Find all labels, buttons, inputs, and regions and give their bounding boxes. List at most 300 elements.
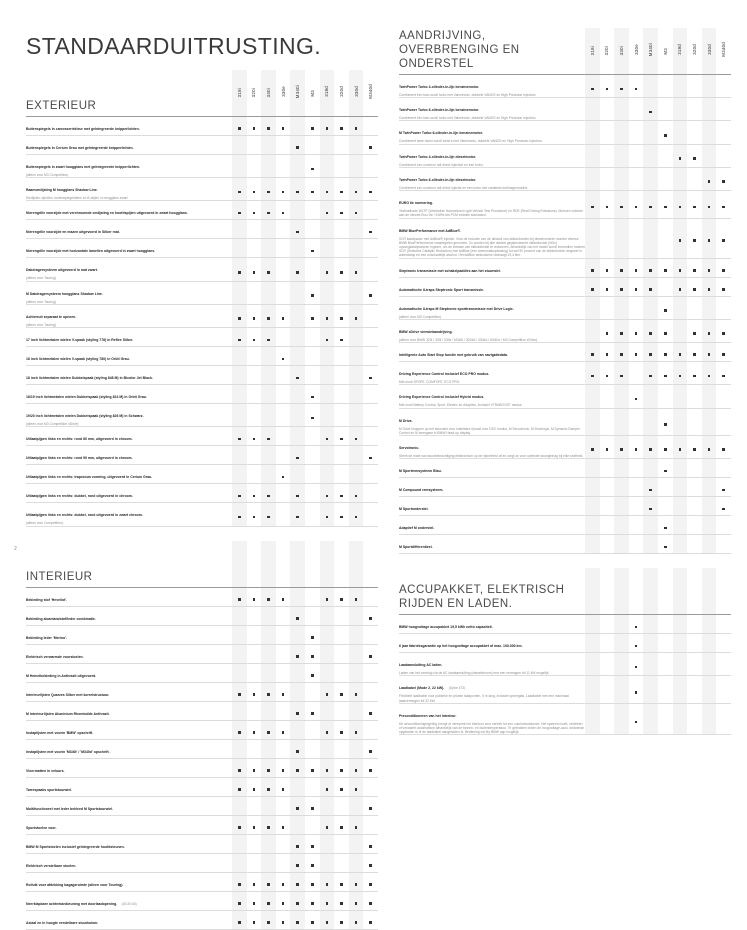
dot-marker	[340, 271, 343, 274]
dot-marker	[238, 769, 241, 772]
availability-dot-on	[261, 201, 276, 220]
dot-marker	[296, 191, 299, 194]
availability-dot-on	[585, 362, 600, 385]
availability-dot-on	[334, 758, 349, 777]
availability-dot-on	[232, 777, 247, 796]
dot-marker	[355, 845, 358, 848]
availability-dot-off	[276, 446, 291, 465]
table-row	[26, 777, 378, 796]
dot-marker	[635, 691, 638, 694]
dot-marker	[296, 883, 299, 886]
dot-marker	[649, 398, 652, 401]
dot-marker	[282, 807, 285, 810]
table-row	[26, 304, 378, 327]
dot-marker	[267, 826, 270, 829]
availability-dot-on	[349, 815, 364, 834]
availability-dot-off	[673, 98, 688, 121]
dot-marker	[693, 332, 696, 335]
availability-dot-on	[290, 644, 305, 663]
dot-marker	[355, 317, 358, 320]
feature-note: (40:20:40)	[121, 901, 137, 906]
availability-dot-off	[363, 720, 378, 739]
dot-marker	[620, 423, 623, 426]
feature-name: Instaplijsten met voorin 'M340i' / 'M340d' opschrift.	[26, 749, 110, 754]
dot-marker	[311, 788, 314, 791]
availability-dot-on	[290, 136, 305, 155]
table-row	[26, 720, 378, 739]
dot-marker	[311, 883, 314, 886]
dot-marker	[649, 721, 652, 724]
dot-marker	[664, 470, 667, 473]
availability-dot-off	[261, 796, 276, 815]
availability-dot-off	[643, 167, 658, 190]
dot-marker	[708, 626, 711, 629]
dot-marker	[679, 691, 682, 694]
dot-marker	[369, 191, 372, 194]
dot-marker	[311, 826, 314, 829]
dot-marker	[635, 423, 638, 426]
dot-marker	[664, 546, 667, 549]
availability-dot-off	[276, 834, 291, 853]
availability-dot-off	[600, 478, 615, 497]
availability-dot-off	[232, 644, 247, 663]
availability-dot-on	[614, 191, 629, 218]
availability-dot-on	[276, 304, 291, 327]
dot-marker	[722, 546, 725, 549]
dot-marker	[606, 375, 609, 378]
dot-marker	[282, 339, 285, 342]
feature-name: Bekleding stof 'Heveliot'.	[26, 597, 68, 602]
availability-dot-off	[290, 427, 305, 446]
feature-name: M Sportonderstel.	[399, 507, 429, 512]
availability-dot-on	[716, 343, 731, 362]
dot-marker	[326, 712, 329, 715]
availability-dot-on	[702, 319, 717, 342]
dot-marker	[664, 375, 667, 378]
table-row	[26, 427, 378, 446]
dot-marker	[708, 288, 711, 291]
table-row	[26, 201, 378, 220]
feature-name: Elektrisch verstelbare stoelen.	[26, 863, 77, 868]
availability-dot-on	[305, 304, 320, 327]
dot-marker	[326, 655, 329, 658]
availability-dot-off	[687, 634, 702, 653]
availability-dot-off	[687, 535, 702, 554]
dot-marker	[326, 516, 329, 519]
availability-dot-off	[261, 155, 276, 178]
dot-marker	[296, 902, 299, 905]
table-row	[26, 484, 378, 503]
dot-marker	[369, 294, 372, 297]
availability-dot-on	[349, 587, 364, 606]
dot-marker	[238, 358, 241, 361]
dot-marker	[620, 666, 623, 669]
availability-dot-on	[363, 834, 378, 853]
feature-cell	[26, 465, 232, 484]
dot-marker	[369, 417, 372, 420]
dot-marker	[238, 674, 241, 677]
dot-marker	[267, 864, 270, 867]
availability-dot-on	[600, 191, 615, 218]
dot-marker	[355, 231, 358, 234]
dot-marker	[369, 636, 372, 639]
availability-dot-on	[290, 484, 305, 503]
dot-marker	[282, 864, 285, 867]
dot-marker	[635, 157, 638, 160]
dot-marker	[311, 438, 314, 441]
availability-dot-on	[276, 682, 291, 701]
dot-marker	[369, 358, 372, 361]
dot-marker	[253, 864, 256, 867]
dot-marker	[591, 269, 594, 272]
model-column-header	[614, 568, 629, 615]
availability-dot-off	[687, 516, 702, 535]
model-column-header	[320, 541, 335, 588]
dot-marker	[311, 693, 314, 696]
dot-marker	[311, 495, 314, 498]
availability-dot-off	[276, 155, 291, 178]
availability-dot-on	[290, 220, 305, 239]
availability-dot-off	[643, 653, 658, 676]
availability-dot-off	[276, 663, 291, 682]
table-row	[399, 634, 731, 653]
availability-dot-off	[658, 634, 673, 653]
model-label: 320d	[339, 86, 345, 97]
dot-marker	[369, 339, 372, 342]
availability-dot-off	[363, 777, 378, 796]
dot-marker	[253, 358, 256, 361]
availability-dot-on	[247, 503, 262, 526]
dot-marker	[679, 353, 682, 356]
dot-marker	[340, 191, 343, 194]
dot-marker	[253, 693, 256, 696]
availability-dot-on	[247, 587, 262, 606]
availability-dot-off	[716, 516, 731, 535]
availability-dot-on	[320, 682, 335, 701]
dot-marker	[591, 721, 594, 724]
dot-marker	[340, 476, 343, 479]
availability-dot-off	[585, 459, 600, 478]
dot-marker	[253, 396, 256, 399]
availability-dot-on	[673, 362, 688, 385]
dot-marker	[282, 271, 285, 274]
dot-marker	[606, 309, 609, 312]
dot-marker	[340, 731, 343, 734]
feature-cell	[26, 117, 232, 136]
dot-marker	[311, 516, 314, 519]
dot-marker	[649, 269, 652, 272]
dot-marker	[591, 626, 594, 629]
availability-dot-on	[643, 319, 658, 342]
dot-marker	[326, 457, 329, 460]
dot-marker	[296, 769, 299, 772]
model-label: 318d	[324, 86, 330, 97]
availability-dot-on	[585, 343, 600, 362]
availability-dot-off	[585, 478, 600, 497]
dot-marker	[340, 127, 343, 130]
model-column-header	[247, 541, 262, 588]
feature-name: TwinPower Turbo 6-cilinder-in-lijn benzinemotor.	[399, 108, 480, 113]
availability-dot-on	[702, 435, 717, 458]
availability-dot-on	[363, 644, 378, 663]
availability-dot-off	[614, 478, 629, 497]
dot-marker	[238, 168, 241, 171]
dot-marker	[693, 206, 696, 209]
feature-description: Testmethode WLTP (Worldwide Harmonized Light Vehicle Test Procedure) en RDE (Real Driving Emissions). Motoren voldoen aan de nieuwe Euro 6e / EURe-bis PCM emissie standaard.	[399, 209, 583, 218]
availability-dot-off	[629, 459, 644, 478]
availability-dot-off	[687, 408, 702, 435]
availability-dot-off	[247, 834, 262, 853]
dot-marker	[282, 921, 285, 924]
dot-marker	[238, 864, 241, 867]
availability-dot-on	[702, 167, 717, 190]
dot-marker	[620, 375, 623, 378]
dot-marker	[282, 377, 285, 380]
dot-marker	[591, 398, 594, 401]
dot-marker	[664, 489, 667, 492]
feature-cell	[26, 834, 232, 853]
availability-dot-on	[363, 758, 378, 777]
dot-marker	[649, 448, 652, 451]
availability-dot-on	[247, 777, 262, 796]
dot-marker	[664, 288, 667, 291]
dot-marker	[591, 353, 594, 356]
availability-dot-on	[320, 178, 335, 201]
dot-marker	[693, 508, 696, 511]
availability-dot-off	[629, 98, 644, 121]
feature-description: M Drive knoppen op het stuurwiel voor instelbare rijmodi voor DSC modus, M Servotronic, M Drivelogic, M Dynamic Damper Control en M weergave in BMW Head-up display.	[399, 426, 580, 435]
availability-dot-off	[261, 606, 276, 625]
dot-marker	[369, 693, 372, 696]
dot-marker	[311, 212, 314, 215]
dot-marker	[311, 636, 314, 639]
dot-marker	[253, 317, 256, 320]
dot-marker	[238, 339, 241, 342]
availability-dot-on	[658, 362, 673, 385]
availability-dot-off	[290, 815, 305, 834]
feature-cell	[399, 121, 585, 144]
availability-dot-on	[614, 435, 629, 458]
availability-dot-on	[290, 758, 305, 777]
dot-marker	[238, 902, 241, 905]
feature-cell	[399, 634, 585, 653]
dot-marker	[679, 134, 682, 137]
availability-dot-off	[716, 144, 731, 167]
availability-dot-on	[349, 891, 364, 910]
dot-marker	[267, 127, 270, 130]
dot-marker	[296, 317, 299, 320]
availability-dot-off	[334, 366, 349, 385]
dot-marker	[722, 88, 725, 91]
dot-marker	[591, 206, 594, 209]
model-column-header	[673, 28, 688, 75]
availability-dot-off	[247, 281, 262, 304]
availability-dot-off	[629, 167, 644, 190]
dot-marker	[369, 750, 372, 753]
dot-marker	[238, 845, 241, 848]
table-row	[26, 853, 378, 872]
availability-dot-off	[305, 347, 320, 366]
dot-marker	[722, 332, 725, 335]
availability-dot-off	[673, 167, 688, 190]
availability-dot-off	[305, 587, 320, 606]
availability-dot-on	[334, 117, 349, 136]
availability-dot-off	[673, 319, 688, 342]
availability-dot-off	[305, 465, 320, 484]
feature-name: 18/19 inch lichtmetalen wielen Dubbelspaak (styling 824 M) in Orbit Grau.	[26, 395, 147, 400]
dot-marker	[693, 134, 696, 137]
availability-dot-on	[716, 191, 731, 218]
availability-dot-off	[349, 606, 364, 625]
availability-dot-off	[673, 478, 688, 497]
dot-marker	[340, 168, 343, 171]
availability-dot-off	[643, 535, 658, 554]
feature-name: M Hemelbekleding in Anthrazit uitgevoerd.	[26, 673, 97, 678]
availability-dot-off	[658, 75, 673, 98]
availability-dot-off	[276, 701, 291, 720]
availability-dot-off	[261, 366, 276, 385]
dot-marker	[340, 212, 343, 215]
dot-marker	[693, 111, 696, 114]
availability-dot-off	[600, 385, 615, 408]
dot-marker	[369, 168, 372, 171]
feature-cell	[26, 853, 232, 872]
availability-dot-off	[334, 239, 349, 258]
dot-marker	[238, 883, 241, 886]
dot-marker	[708, 423, 711, 426]
dot-marker	[253, 788, 256, 791]
dot-marker	[238, 127, 241, 130]
dot-marker	[326, 864, 329, 867]
availability-dot-on	[290, 366, 305, 385]
dot-marker	[326, 476, 329, 479]
dot-marker	[296, 339, 299, 342]
feature-name: BMW xDrive vierwielaandrijving.	[399, 329, 453, 334]
table-row	[399, 615, 731, 634]
table-header-row	[26, 541, 378, 588]
dot-marker	[296, 457, 299, 460]
dot-marker	[326, 598, 329, 601]
feature-description: Combineert één twin-scroll turbo met Valvetronic, dubbele VANOS en High Precision Injection.	[399, 116, 537, 121]
dot-marker	[606, 332, 609, 335]
dot-marker	[635, 353, 638, 356]
availability-dot-off	[614, 296, 629, 319]
availability-dot-off	[305, 484, 320, 503]
availability-dot-on	[305, 644, 320, 663]
dot-marker	[340, 617, 343, 620]
feature-cell	[26, 366, 232, 385]
availability-dot-off	[363, 625, 378, 644]
table-row	[26, 347, 378, 366]
dot-marker	[620, 353, 623, 356]
dot-marker	[282, 250, 285, 253]
dot-marker	[679, 546, 682, 549]
availability-dot-off	[716, 385, 731, 408]
table-row	[399, 75, 731, 98]
availability-dot-on	[585, 191, 600, 218]
feature-description: (alleen voor M3 Competition xDrive)	[26, 422, 79, 427]
dot-marker	[355, 826, 358, 829]
dot-marker	[340, 655, 343, 658]
dot-marker	[340, 883, 343, 886]
availability-dot-on	[261, 891, 276, 910]
dot-marker	[326, 921, 329, 924]
availability-dot-on	[687, 435, 702, 458]
dot-marker	[267, 457, 270, 460]
availability-dot-on	[290, 853, 305, 872]
availability-dot-off	[247, 853, 262, 872]
model-label: 318i	[236, 87, 242, 97]
dot-marker	[355, 127, 358, 130]
dot-marker	[708, 88, 711, 91]
availability-dot-on	[276, 347, 291, 366]
dot-marker	[282, 294, 285, 297]
availability-dot-on	[261, 815, 276, 834]
dot-marker	[369, 712, 372, 715]
availability-dot-on	[716, 277, 731, 296]
feature-name: Servotronic.	[399, 445, 420, 450]
availability-dot-on	[363, 136, 378, 155]
dot-marker	[664, 691, 667, 694]
availability-dot-off	[232, 347, 247, 366]
availability-dot-on	[334, 503, 349, 526]
table-row	[399, 258, 731, 277]
availability-dot-off	[658, 478, 673, 497]
availability-dot-off	[658, 218, 673, 258]
dot-marker	[635, 626, 638, 629]
availability-dot-off	[687, 459, 702, 478]
availability-dot-off	[673, 408, 688, 435]
availability-dot-on	[247, 427, 262, 446]
availability-dot-on	[629, 343, 644, 362]
availability-dot-on	[363, 220, 378, 239]
availability-dot-on	[305, 834, 320, 853]
availability-dot-on	[247, 258, 262, 281]
table-row	[399, 408, 731, 435]
availability-dot-off	[290, 625, 305, 644]
availability-dot-off	[585, 218, 600, 258]
availability-dot-off	[320, 834, 335, 853]
model-label: M340d	[721, 42, 727, 57]
spec-table-accupakket	[399, 568, 731, 735]
feature-description: (alleen voor BMW 320i / 330i / 330e / M340i / 320dA / 330dA / M340d / M3 Competition xDrive).	[399, 337, 539, 342]
dot-marker	[296, 516, 299, 519]
feature-name: EURO 6e normering.	[399, 201, 433, 206]
availability-dot-off	[585, 703, 600, 735]
dot-marker	[355, 712, 358, 715]
dot-marker	[253, 845, 256, 848]
section-aandrijving	[399, 28, 731, 554]
dot-marker	[267, 769, 270, 772]
dot-marker	[311, 655, 314, 658]
availability-dot-off	[290, 720, 305, 739]
dot-marker	[238, 146, 241, 149]
dot-marker	[340, 788, 343, 791]
availability-dot-off	[600, 167, 615, 190]
availability-dot-on	[658, 258, 673, 277]
feature-name: M Interieurlijsten Aluminium Rhomboïde Anthrazit.	[26, 711, 110, 716]
availability-dot-off	[687, 98, 702, 121]
dot-marker	[355, 750, 358, 753]
dot-marker	[635, 88, 638, 91]
availability-dot-off	[305, 220, 320, 239]
dot-marker	[606, 88, 609, 91]
availability-dot-on	[643, 258, 658, 277]
dot-marker	[340, 598, 343, 601]
availability-dot-off	[276, 258, 291, 281]
dot-marker	[311, 598, 314, 601]
availability-dot-off	[276, 484, 291, 503]
